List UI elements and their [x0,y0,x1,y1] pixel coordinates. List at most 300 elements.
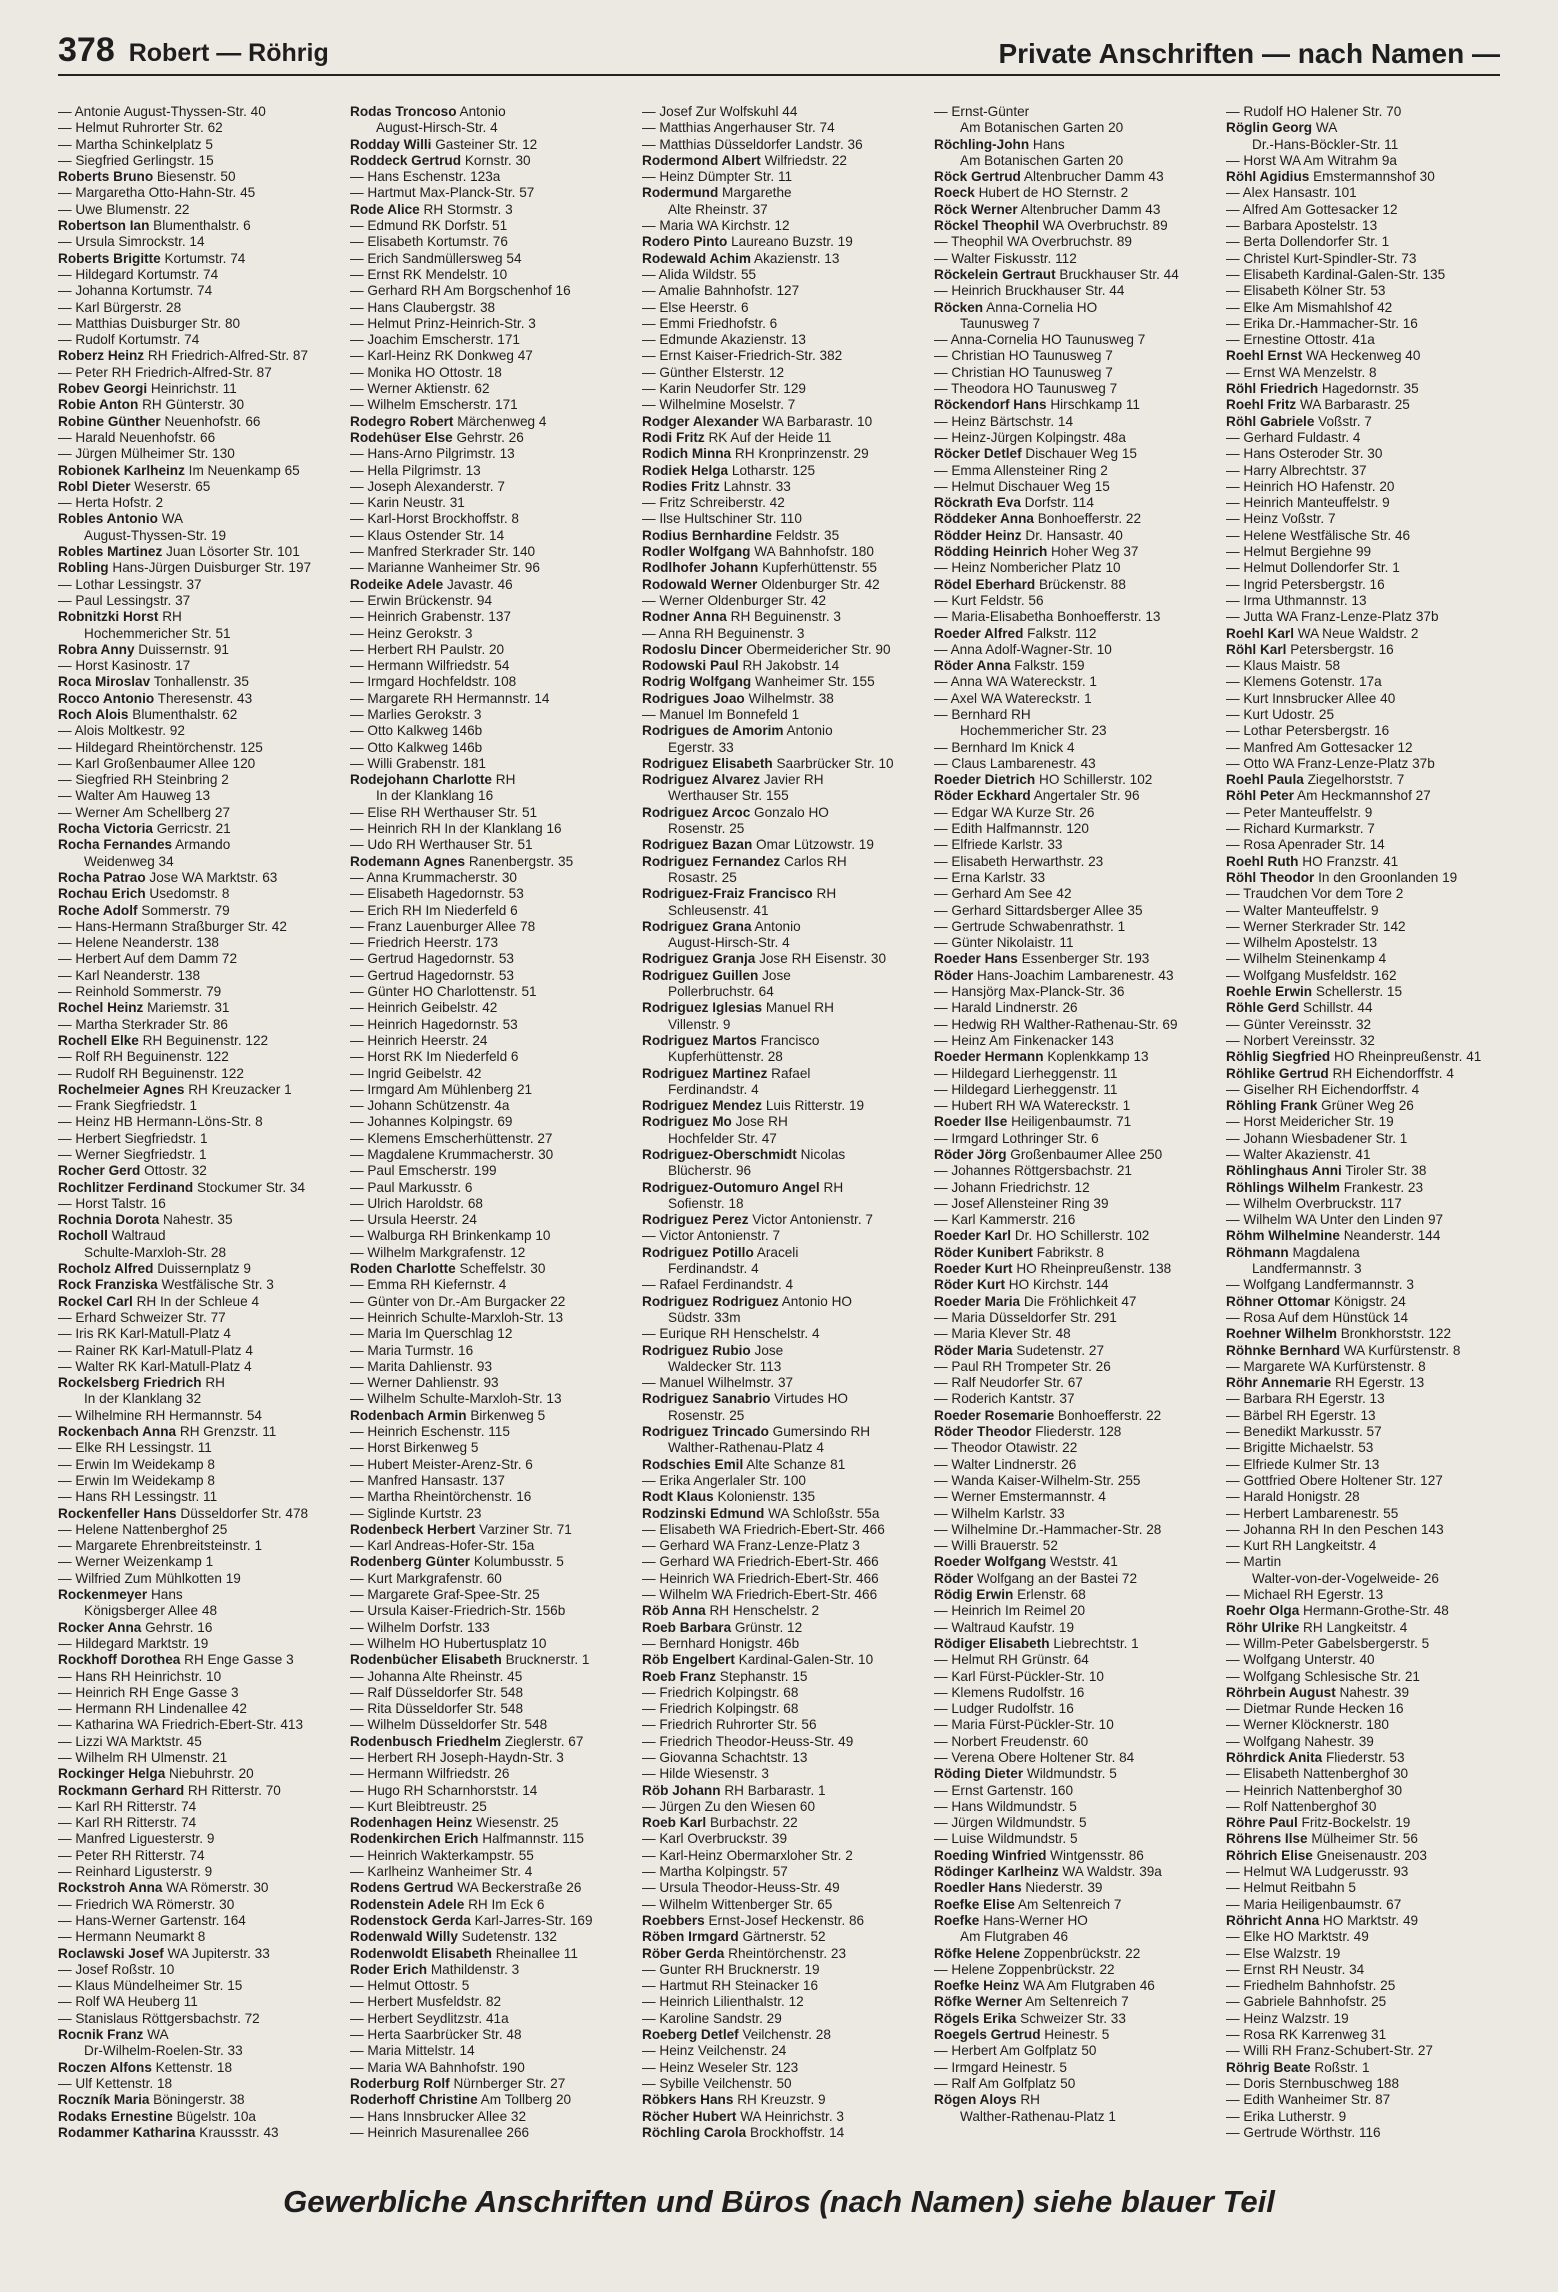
directory-entry: — Heinrich Wakterkampstr. 55 [350,1847,534,1863]
directory-entry-surname: Röder Jörg Großenbaumer Allee 250 [934,1147,1163,1162]
directory-entry: — Edith Wanheimer Str. 87 [1226,2092,1391,2108]
directory-entry: — Horst Birkenweg 5 [350,1440,479,1456]
directory-entry: — Margarete Graf-Spee-Str. 25 [350,1587,540,1603]
surname: Roeder Karl [934,1228,1012,1244]
directory-entry: — Joachim Emscherstr. 171 [350,332,520,348]
directory-entry-surname: Rödel Eberhard Brückenstr. 88 [934,576,1126,592]
surname: Röhrens Ilse [1226,1831,1308,1847]
surname: Rockelsberg Friedrich [58,1375,202,1391]
directory-entry: — Werner Oldenburger Str. 42 [642,592,827,608]
directory-entry-surname: Rodenstein Adele RH Im Eck 6 [350,1896,545,1912]
directory-entry: — Rosa Apenrader Str. 14 [1226,837,1385,853]
surname: Roche Adolf [58,902,138,918]
surname: Röckendorf Hans [934,397,1047,413]
directory-entry-surname: Roehl Ruth HO Franzstr. 41 [1226,853,1399,869]
directory-entry-surname: Rocher Gerd Ottostr. 32 [58,1163,207,1179]
directory-entry-surname: Röhrich Elise Gneisenaustr. 203 [1226,1847,1427,1863]
directory-entry: — Hella Pilgrimstr. 13 [350,462,481,478]
directory-entry-surname: Rodehüser Else Gehrstr. 26 [350,429,524,445]
directory-entry-surname: Rodrigues de Amorim Antonio [642,723,833,739]
surname: Rodriguez Rubio [642,1342,751,1358]
directory-entry: — Herta Saarbrücker Str. 48 [350,2027,522,2043]
surname: Rodlhofer Johann [642,560,759,576]
directory-entry: — Gunter RH Brucknerstr. 19 [642,1961,820,1977]
directory-entry: — Friedrich Kolpingstr. 68 [642,1684,799,1700]
directory-entry: — Hans Wildmundstr. 5 [934,1798,1077,1814]
directory-entry-continuation: Königsberger Allee 48 [84,1603,218,1619]
directory-entry: — Kurt Feldstr. 56 [934,592,1044,608]
surname: Röhricht Anna [1226,1912,1320,1928]
directory-entry: — Karl Andreas-Hofer-Str. 15a [350,1538,535,1554]
directory-entry: — Elke Am Mismahlshof 42 [1226,299,1393,315]
directory-entry: — Helene Neanderstr. 138 [58,935,219,951]
directory-entry-surname: Rödder Heinz Dr. Hansastr. 40 [934,527,1123,543]
header-left [58,31,329,70]
surname: Rock Franziska [58,1277,158,1293]
directory-entry: — Paul Lessingstr. 37 [58,592,191,608]
surname: Röhl Agidius [1226,169,1310,185]
directory-entry: — Herbert RH Joseph-Haydn-Str. 3 [350,1749,564,1765]
directory-entry-continuation: Walther-Rathenau-Platz 1 [960,2108,1116,2124]
directory-entry: — Wilhelm Schulte-Marxloh-Str. 13 [350,1391,562,1407]
directory-entry: — Lothar Lessingstr. 37 [58,576,202,592]
surname: Röder [934,1570,974,1586]
surname: Roder Erich [350,1961,428,1977]
directory-entry: — Anna WA Watereckstr. 1 [934,674,1097,690]
directory-entry-continuation: Kupferhüttenstr. 28 [668,1049,783,1065]
directory-entry-surname: Roeder Karl Dr. HO Schillerstr. 102 [934,1228,1150,1244]
directory-entry-surname: Röfke Werner Am Seltenreich 7 [934,1994,1129,2010]
directory-entry-surname: Rodner Anna RH Beguinenstr. 3 [642,609,841,625]
directory-entry-surname: Rodriguez Iglesias Manuel RH [642,1000,834,1016]
directory-column-5 [1226,104,1502,2172]
surname: Rodenbusch Friedhelm [350,1733,502,1749]
directory-entry-surname: Rodiek Helga Lotharstr. 125 [642,462,816,478]
directory-entry: — Hildegard Lierheggenstr. 11 [934,1081,1118,1097]
surname: Röhl Karl [1226,641,1287,657]
surname: Röhrich Elise [1226,1847,1313,1863]
directory-entry: — Ulrich Haroldstr. 68 [350,1195,483,1211]
directory-entry: — Maria Turmstr. 16 [350,1342,474,1358]
directory-entry: — Doris Sternbuschweg 188 [1226,2075,1400,2091]
directory-entry-surname: Rockenfeller Hans Düsseldorfer Str. 478 [58,1505,309,1521]
directory-entry: — Karl-Heinz Obermarxloher Str. 2 [642,1847,853,1863]
directory-entry-surname: Rodowski Paul RH Jakobstr. 14 [642,658,840,674]
directory-entry: — Maria WA Kirchstr. 12 [642,218,790,234]
directory-entry-surname: Rocha Patrao Jose WA Marktstr. 63 [58,869,278,885]
surname: Rodejohann Charlotte [350,772,492,788]
directory-entry-surname: Roeder Dietrich HO Schillerstr. 102 [934,772,1153,788]
directory-entry: — Günther Elsterstr. 12 [642,364,785,380]
directory-entry-continuation: Schleusenstr. 41 [668,902,769,918]
directory-entry: — Heinrich Schulte-Marxloh-Str. 13 [350,1309,564,1325]
directory-entry: — Jürgen Mülheimer Str. 130 [58,446,235,462]
directory-entry-surname: Rode Alice RH Stormstr. 3 [350,201,513,217]
directory-entry: — Ralf Düsseldorfer Str. 548 [350,1684,524,1700]
directory-entry: — Hilde Wiesenstr. 3 [642,1766,769,1782]
surname: Röhl Theodor [1226,869,1315,885]
directory-entry-surname: Rodejohann Charlotte RH [350,772,516,788]
surname: Röddeker Anna [934,511,1034,527]
directory-entry: — Rosa RK Karrenweg 31 [1226,2027,1387,2043]
surname: Rödder Heinz [934,527,1022,543]
directory-entry-continuation: Sofienstr. 18 [668,1195,744,1211]
surname: Roeder Ilse [934,1114,1008,1130]
directory-entry-surname: Rögen Aloys RH [934,2092,1040,2108]
directory-entry: — Ulf Kettenstr. 18 [58,2075,173,2091]
directory-entry: — Karin Neudorfer Str. 129 [642,381,806,397]
surname: Roehl Ruth [1226,853,1299,869]
surname: Roegels Gertrud [934,2027,1041,2043]
directory-entry: — Erika Lutherstr. 9 [1226,2108,1347,2124]
surname: Röfke Werner [934,1994,1023,2010]
directory-entry-surname: Rodriguez Potillo Araceli [642,1244,799,1260]
directory-entry: — Fritz Schreiberstr. 42 [642,495,785,511]
directory-entry: — Hans-Werner Gartenstr. 164 [58,1912,246,1928]
directory-entry: — Manfred Hansastr. 137 [350,1472,505,1488]
directory-entry-surname: Rodler Wolfgang WA Bahnhofstr. 180 [642,544,874,560]
directory-entry-surname: Rockelsberg Friedrich RH [58,1375,225,1391]
directory-entry: — Waltraud Kaufstr. 19 [934,1619,1075,1635]
surname: Röb Engelbert [642,1652,735,1668]
directory-entry-surname: Rödiger Elisabeth Liebrechtstr. 1 [934,1635,1139,1651]
surname: Rodenwald Willy [350,1929,458,1945]
directory-entry: — Norbert Vereinsstr. 32 [1226,1032,1375,1048]
directory-entry-surname: Roegels Gertrud Heinestr. 5 [934,2027,1110,2043]
directory-entry: — Barbara RH Egerstr. 13 [1226,1391,1385,1407]
surname: Rockel Carl [58,1293,133,1309]
directory-entry-surname: Röder Kurt HO Kirchstr. 144 [934,1277,1109,1293]
directory-entry-surname: Roehr Olga Hermann-Grothe-Str. 48 [1226,1603,1449,1619]
directory-entry: — Margarete Ehrenbreitsteinstr. 1 [58,1538,262,1554]
directory-entry-surname: Roedler Hans Niederstr. 39 [934,1880,1103,1896]
directory-entry-surname: Rodewald Achim Akazienstr. 13 [642,250,840,266]
directory-entry: — Günter Nikolaistr. 11 [934,935,1074,951]
directory-entry-surname: Roeding Winfried Wintgensstr. 86 [934,1847,1144,1863]
directory-entry-continuation: August-Thyssen-Str. 19 [84,527,227,543]
directory-entry: — Karl Großenbaumer Allee 120 [58,755,256,771]
surname: Rodriguez Grana [642,918,752,934]
surname: Röfke Helene [934,1945,1021,1961]
directory-entry-surname: Rockstroh Anna WA Römerstr. 30 [58,1880,269,1896]
directory-entry: — Wilhelm WA Friedrich-Ebert-Str. 466 [642,1587,878,1603]
surname: Rocha Patrao [58,869,146,885]
surname: Röhrbein August [1226,1684,1336,1700]
directory-entry: — Gerhard RH Am Borgschenhof 16 [350,283,571,299]
directory-entry-surname: Röhmann Magdalena [1226,1244,1360,1260]
directory-entry: — Ernst-Günter [934,104,1030,119]
surname: Rodriguez Mendez [642,1098,763,1114]
surname: Rodriguez Martinez [642,1065,768,1081]
directory-entry-surname: Rocnik Franz WA [58,2027,169,2043]
directory-entry-surname: Rodenberg Günter Kolumbusstr. 5 [350,1554,564,1570]
directory-entry: — Elke HO Marktstr. 49 [1226,1929,1369,1945]
directory-entry: — Frank Siegfriedstr. 1 [58,1098,198,1114]
surname: Rödel Eberhard [934,576,1036,592]
directory-entry-surname: Roeder Maria Die Fröhlichkeit 47 [934,1293,1137,1309]
surname: Roehl Ernst [1226,348,1303,364]
surname: Röchling-John [934,136,1030,152]
surname: Rocha Fernandes [58,837,173,853]
directory-entry: — Barbara Apostelstr. 13 [1226,218,1378,234]
directory-entry: — Ursula Heerstr. 24 [350,1212,477,1228]
surname: Röhl Friedrich [1226,381,1319,397]
directory-entry: — Johannes Kolpingstr. 69 [350,1114,513,1130]
surname: Rodenhagen Heinz [350,1815,473,1831]
directory-entry: — Jürgen Zu den Wiesen 60 [642,1798,816,1814]
surname: Röhm Wilhelmine [1226,1228,1340,1244]
directory-entry-continuation: Walter-von-der-Vogelweide- 26 [1252,1570,1439,1586]
directory-entry: — Reinhold Sommerstr. 79 [58,984,222,1000]
directory-column-1 [58,104,334,2172]
directory-entry: — Christian HO Taunusweg 7 [934,348,1113,364]
directory-entry: — Wilhelm Markgrafenstr. 12 [350,1244,526,1260]
directory-entry-surname: Röhrdick Anita Fliederstr. 53 [1226,1749,1405,1765]
surname: Röckelein Gertraut [934,266,1056,282]
surname: Rodler Wolfgang [642,544,751,560]
directory-entry: — Karl Overbruckstr. 39 [642,1831,788,1847]
directory-entry-surname: Rodoslu Dincer Obermeidericher Str. 90 [642,641,891,657]
directory-entry: — Emma Allensteiner Ring 2 [934,462,1108,478]
surname: Rodenberg Günter [350,1554,471,1570]
directory-entry: — Axel WA Watereckstr. 1 [934,690,1092,706]
directory-entry-surname: Röhre Paul Fritz-Bockelstr. 19 [1226,1815,1411,1831]
directory-entry: — Martha Sterkrader Str. 86 [58,1016,228,1032]
directory-columns [58,104,1502,2172]
directory-entry: — Alfred Am Gottesacker 12 [1226,201,1398,217]
surname: Röb Anna [642,1603,706,1619]
surname: Rockenmeyer [58,1587,148,1603]
directory-entry: — Ernst Gartenstr. 160 [934,1782,1074,1798]
directory-entry: — Helene Westfälische Str. 46 [1226,527,1411,543]
surname: Roefke Elise [934,1896,1015,1912]
directory-entry-continuation: Am Botanischen Garten 20 [960,120,1124,136]
surname: Roeb Barbara [642,1619,732,1635]
surname: Rodero Pinto [642,234,728,250]
directory-entry-continuation: In der Klanklang 16 [376,788,494,804]
surname: Roehl Paula [1226,772,1304,788]
directory-entry: — Reinhard Ligusterstr. 9 [58,1864,213,1880]
surname: Robine Günther [58,413,161,429]
directory-entry: — Rudolf RH Beguinenstr. 122 [58,1065,244,1081]
directory-entry: — Irmgard Heinestr. 5 [934,2059,1067,2075]
directory-entry: — Erich Sandmüllersweg 54 [350,250,522,266]
surname: Rodger Alexander [642,413,759,429]
directory-entry-surname: Röder Eckhard Angertaler Str. 96 [934,788,1140,804]
directory-entry-surname: Rodenhagen Heinz Wiesenstr. 25 [350,1815,559,1831]
directory-entry-surname: Röhrens Ilse Mülheimer Str. 56 [1226,1831,1418,1847]
surname: Röb Johann [642,1782,721,1798]
directory-entry: — Martha Kolpingstr. 57 [642,1864,788,1880]
directory-entry-surname: Roclawski Josef WA Jupiterstr. 33 [58,1945,270,1961]
directory-entry-surname: Roehl Paula Ziegelhorststr. 7 [1226,772,1405,788]
directory-entry-surname: Robertson Ian Blumenthalstr. 6 [58,218,251,234]
directory-entry-surname: Rocker Anna Gehrstr. 16 [58,1619,213,1635]
directory-entry-surname: Rodriguez Grana Antonio [642,918,801,934]
surname: Roehl Fritz [1226,397,1297,413]
page-number: 378 [58,31,115,69]
directory-entry: — Helmut Dischauer Weg 15 [934,478,1110,494]
directory-entry-surname: Röchling Carola Brockhoffstr. 14 [642,2124,845,2140]
surname: Rodammer Katharina [58,2124,196,2140]
directory-entry: — Walter Akazienstr. 41 [1226,1147,1371,1162]
directory-entry: — Margarete RH Hermannstr. 14 [350,690,550,706]
directory-entry: — Otto WA Franz-Lenze-Platz 37b [1226,755,1435,771]
directory-entry-surname: Rodriguez Arcoc Gonzalo HO [642,804,829,820]
directory-entry: — Theodor Otawistr. 22 [934,1440,1078,1456]
surname: Röhmann [1226,1244,1289,1260]
directory-entry-surname: Röddeker Anna Bonhoefferstr. 22 [934,511,1142,527]
directory-entry: — Ralf Neudorfer Str. 67 [934,1375,1083,1391]
surname: Rodenkirchen Erich [350,1831,479,1847]
directory-entry-continuation: Schulte-Marxloh-Str. 28 [84,1244,227,1260]
directory-entry-surname: Röhricht Anna HO Marktstr. 49 [1226,1912,1419,1928]
directory-entry: — Heinrich Hagedornstr. 53 [350,1016,518,1032]
directory-entry: — Helmut Ruhrorter Str. 62 [58,120,223,136]
directory-entry: — Helmut RH Grünstr. 64 [934,1652,1089,1668]
directory-entry: — Maria Klever Str. 48 [934,1326,1071,1342]
directory-entry-continuation: Dr-Wilhelm-Roelen-Str. 33 [84,2043,243,2059]
directory-entry: — Helmut Bergiehne 99 [1226,544,1372,560]
surname: Rodriguez-Fraiz Francisco [642,886,813,902]
directory-entry-surname: Rocha Fernandes Armando [58,837,231,853]
surname: Rodzinski Edmund [642,1505,765,1521]
directory-entry: — Rosa Auf dem Hünstück 14 [1226,1309,1409,1325]
surname: Rodrigues Joao [642,690,745,706]
surname: Rodriguez-Oberschmidt [642,1147,797,1162]
directory-entry-surname: Rodger Alexander WA Barbarastr. 10 [642,413,873,429]
directory-entry: — Heinrich Lilienthalstr. 12 [642,1994,804,2010]
surname: Roeder Kurt [934,1261,1013,1277]
directory-entry: — Marianne Wanheimer Str. 96 [350,560,540,576]
directory-entry: — Harald Honigstr. 28 [1226,1489,1360,1505]
surname: Rodiek Helga [642,462,729,478]
directory-entry-surname: Röb Anna RH Henschelstr. 2 [642,1603,820,1619]
directory-entry-surname: Röhlinghaus Anni Tiroler Str. 38 [1226,1163,1427,1179]
directory-entry: — Richard Kurmarkstr. 7 [1226,821,1375,837]
directory-entry: — Günter Vereinsstr. 32 [1226,1016,1372,1032]
directory-entry-surname: Rodriguez Mendez Luis Ritterstr. 19 [642,1098,865,1114]
directory-entry: — Klaus Ostender Str. 14 [350,527,505,543]
directory-entry: — Marlies Gerokstr. 3 [350,706,482,722]
directory-entry: — Hugo RH Scharnhorststr. 14 [350,1782,538,1798]
directory-entry: — Kurt RH Langkeitstr. 4 [1226,1538,1377,1554]
surname: Rodaks Ernestine [58,2108,173,2124]
surname: Rochel Heinz [58,1000,144,1016]
directory-entry: — Rudolf Kortumstr. 74 [58,332,200,348]
surname: Röhrdick Anita [1226,1749,1323,1765]
directory-entry-continuation: Rosastr. 25 [668,869,737,885]
surname: Röhner Ottomar [1226,1293,1331,1309]
directory-entry: — Elisabeth Kardinal-Galen-Str. 135 [1226,266,1446,282]
directory-entry: — Horst Talstr. 16 [58,1195,166,1211]
surname: Röhling Frank [1226,1098,1318,1114]
directory-entry: — Willi Brauerstr. 52 [934,1538,1058,1554]
directory-entry: — Friedrich Ruhrorter Str. 56 [642,1717,817,1733]
directory-entry: — Hans Claubergstr. 38 [350,299,496,315]
surname: Röding Dieter [934,1766,1024,1782]
directory-entry-surname: Robnitzki Horst RH [58,609,182,625]
surname: Roczen Alfons [58,2059,152,2075]
directory-entry: — Anna Adolf-Wagner-Str. 10 [934,641,1112,657]
directory-entry: — Joseph Alexanderstr. 7 [350,478,505,494]
directory-entry-surname: Rochelmeier Agnes RH Kreuzacker 1 [58,1081,292,1097]
surname: Rocha Victoria [58,821,153,837]
directory-entry: — Anna Krummacherstr. 30 [350,869,517,885]
surname: Röhlike Gertrud [1226,1065,1329,1081]
surname: Röhre Paul [1226,1815,1298,1831]
surname: Robles Martinez [58,544,163,560]
directory-entry-surname: Rodenstock Gerda Karl-Jarres-Str. 169 [350,1912,593,1928]
surname: Roehr Olga [1226,1603,1300,1619]
directory-entry: — Hermann Neumarkt 8 [58,1929,206,1945]
directory-entry-surname: Röhrig Beate Roßstr. 1 [1226,2059,1370,2075]
surname: Rödding Heinrich [934,544,1048,560]
directory-entry: — Helene Zoppenbrückstr. 22 [934,1961,1115,1977]
directory-entry: — Johann Friedrichstr. 12 [934,1179,1090,1195]
directory-entry-surname: Roeder Rosemarie Bonhoefferstr. 22 [934,1407,1162,1423]
directory-entry: — Hedwig RH Walther-Rathenau-Str. 69 [934,1016,1178,1032]
directory-entry-continuation: Hochemmericher Str. 51 [84,625,231,641]
directory-entry: — Heinz Gerokstr. 3 [350,625,473,641]
directory-entry: — Franz Lauenburger Allee 78 [350,918,536,934]
surname: Rodermund [642,185,719,201]
surname: Röder Jörg [934,1147,1007,1162]
directory-entry: — Johann Wiesbadener Str. 1 [1226,1130,1408,1146]
directory-entry: — Benedikt Markusstr. 57 [1226,1424,1382,1440]
directory-entry: — Paul Markusstr. 6 [350,1179,473,1195]
directory-entry: — Helmut WA Ludgerusstr. 93 [1226,1864,1409,1880]
directory-entry: — Theophil WA Overbruchstr. 89 [934,234,1132,250]
directory-entry-surname: Rodriguez Bazan Omar Lützowstr. 19 [642,837,874,853]
surname: Roebbers [642,1912,705,1928]
surname: Rodowski Paul [642,658,739,674]
directory-entry: — Josef Zur Wolfskuhl 44 [642,104,798,119]
directory-entry: — Johannes Röttgersbachstr. 21 [934,1163,1132,1179]
directory-entry: — Wilhelmine Moselstr. 7 [642,397,796,413]
directory-entry: — Peter RH Ritterstr. 74 [58,1847,205,1863]
directory-entry: — Hans Eschenstr. 123a [350,169,501,185]
directory-entry: — Wilhelm Apostelstr. 13 [1226,935,1378,951]
directory-entry: — Günter von Dr.-Am Burgacker 22 [350,1293,566,1309]
surname: Roberz Heinz [58,348,145,364]
directory-entry: — Karl-Horst Brockhoffstr. 8 [350,511,519,527]
directory-entry: — Ursula Kaiser-Friedrich-Str. 156b [350,1603,566,1619]
directory-entry: — Victor Antonienstr. 7 [642,1228,781,1244]
directory-entry-surname: Rodriguez Martos Francisco [642,1032,820,1048]
directory-entry: — Katharina WA Friedrich-Ebert-Str. 413 [58,1717,304,1733]
directory-entry: — Kurt Markgrafenstr. 60 [350,1570,502,1586]
directory-entry-surname: Röder Maria Sudetenstr. 27 [934,1342,1105,1358]
directory-entry: — Gertrud Hagedornstr. 53 [350,967,514,983]
directory-entry: — Werner Dahlienstr. 93 [350,1375,499,1391]
directory-entry: — Erika Dr.-Hammacher-Str. 16 [1226,315,1418,331]
surname: Rodriguez Sanabrio [642,1391,771,1407]
surname: Rodriguez Perez [642,1212,749,1228]
surname: Rockinger Helga [58,1766,166,1782]
surname: Rodowald Werner [642,576,758,592]
directory-entry: — Peter RH Friedrich-Alfred-Str. 87 [58,364,272,380]
directory-entry-surname: Röck Gertrud Altenbrucher Damm 43 [934,169,1164,185]
directory-entry: — Uwe Blumenstr. 22 [58,201,190,217]
directory-entry: — Rolf Nattenberghof 30 [1226,1798,1377,1814]
directory-entry-surname: Röder Theodor Fliederstr. 128 [934,1424,1122,1440]
directory-entry: — Alois Moltkestr. 92 [58,723,185,739]
directory-entry: — Wolfgang Unterstr. 40 [1226,1652,1375,1668]
directory-entry-surname: Robling Hans-Jürgen Duisburger Str. 197 [58,560,312,576]
surname: Rodday Willi [350,136,432,152]
surname: Roeder Wolfgang [934,1554,1047,1570]
